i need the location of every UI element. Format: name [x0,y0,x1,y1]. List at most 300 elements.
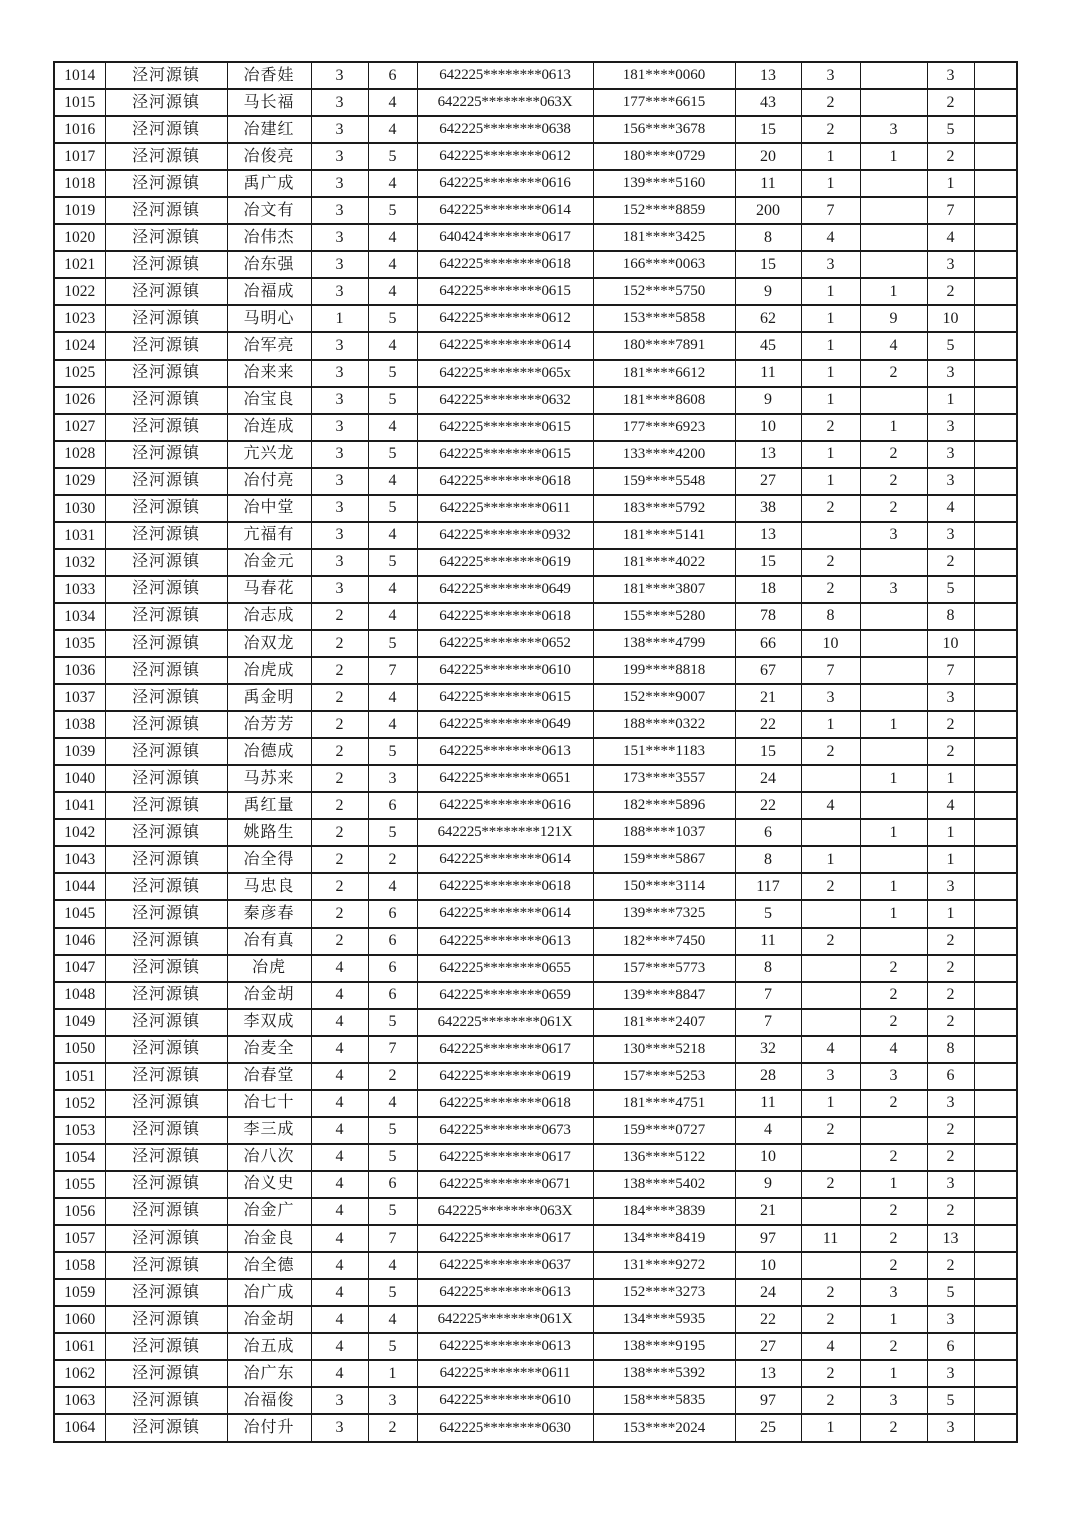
data-table [53,61,1018,1443]
cell-num-e: 1 [860,765,927,792]
cell-masked-id-number: 642225********065x [417,360,593,387]
cell-num-f: 8 [927,603,974,630]
cell-masked-phone: 152****9007 [593,684,735,711]
cell-num-e: 4 [860,1036,927,1063]
cell-num-e: 2 [860,468,927,495]
cell-masked-id-number: 642225********0619 [417,549,593,576]
cell-person-name: 马春花 [227,576,311,603]
cell-seq-number: 1050 [54,1036,105,1063]
cell-num-e [860,738,927,765]
cell-person-name: 冶建红 [227,116,311,143]
cell-num-d: 2 [801,116,860,143]
cell-blank [974,576,1017,603]
table-row [54,387,1017,414]
cell-masked-phone: 181****6612 [593,360,735,387]
cell-num-f: 2 [927,549,974,576]
cell-masked-phone: 151****1183 [593,738,735,765]
cell-num-f: 3 [927,873,974,900]
cell-masked-phone: 173****3557 [593,765,735,792]
cell-masked-phone: 152****3273 [593,1279,735,1306]
cell-num-e: 1 [860,819,927,846]
cell-num-a: 3 [311,495,368,522]
cell-masked-id-number: 642225********0613 [417,1333,593,1360]
cell-masked-id-number: 642225********0616 [417,170,593,197]
cell-num-b: 4 [368,251,417,278]
cell-num-e [860,197,927,224]
table-row [54,630,1017,657]
table-row [54,360,1017,387]
cell-num-a: 3 [311,116,368,143]
cell-masked-phone: 181****5141 [593,522,735,549]
cell-num-b: 5 [368,305,417,332]
cell-num-a: 2 [311,765,368,792]
table-row [54,1090,1017,1117]
cell-person-name: 冶付亮 [227,468,311,495]
cell-num-b: 5 [368,630,417,657]
table-row [54,251,1017,278]
cell-masked-id-number: 642225********0619 [417,1063,593,1090]
cell-masked-id-number: 642225********0651 [417,765,593,792]
cell-town: 泾河源镇 [105,197,227,224]
cell-masked-id-number: 642225********0610 [417,657,593,684]
cell-person-name: 禹红量 [227,792,311,819]
cell-num-e: 2 [860,955,927,982]
cell-num-f: 5 [927,116,974,143]
cell-num-a: 4 [311,1360,368,1387]
cell-seq-number: 1042 [54,819,105,846]
cell-num-e: 2 [860,1252,927,1279]
cell-masked-id-number: 642225********0632 [417,387,593,414]
cell-num-a: 3 [311,1387,368,1414]
table-row [54,955,1017,982]
cell-person-name: 冶金良 [227,1225,311,1252]
cell-masked-id-number: 642225********0613 [417,928,593,955]
table-row [54,143,1017,170]
cell-num-b: 6 [368,792,417,819]
cell-num-a: 3 [311,522,368,549]
cell-num-b: 4 [368,576,417,603]
cell-person-name: 冶金元 [227,549,311,576]
cell-num-d: 2 [801,1306,860,1333]
cell-num-e [860,170,927,197]
cell-seq-number: 1019 [54,197,105,224]
cell-num-a: 3 [311,143,368,170]
cell-masked-id-number: 642225********0655 [417,955,593,982]
cell-num-a: 2 [311,657,368,684]
cell-blank [974,1171,1017,1198]
cell-num-f: 2 [927,738,974,765]
table-row [54,1387,1017,1414]
cell-masked-id-number: 640424********0617 [417,224,593,251]
cell-num-e [860,224,927,251]
cell-person-name: 马长福 [227,89,311,116]
cell-num-b: 4 [368,89,417,116]
cell-num-a: 4 [311,1144,368,1171]
table-row [54,332,1017,359]
cell-num-c: 15 [735,251,801,278]
cell-num-d: 2 [801,89,860,116]
cell-num-a: 3 [311,1414,368,1442]
cell-num-d: 1 [801,360,860,387]
cell-masked-id-number: 642225********0659 [417,982,593,1009]
cell-person-name: 冶福俊 [227,1387,311,1414]
table-row [54,1360,1017,1387]
cell-person-name: 亢兴龙 [227,441,311,468]
cell-num-b: 4 [368,522,417,549]
cell-masked-phone: 181****3425 [593,224,735,251]
cell-num-c: 8 [735,846,801,873]
cell-blank [974,955,1017,982]
table-row [54,792,1017,819]
table-row [54,1252,1017,1279]
cell-num-a: 3 [311,278,368,305]
cell-blank [974,332,1017,359]
cell-town: 泾河源镇 [105,819,227,846]
cell-num-f: 3 [927,414,974,441]
cell-num-d: 1 [801,468,860,495]
cell-num-e [860,89,927,116]
cell-blank [974,495,1017,522]
cell-num-f: 1 [927,387,974,414]
cell-person-name: 冶广成 [227,1279,311,1306]
cell-num-c: 9 [735,1171,801,1198]
cell-seq-number: 1027 [54,414,105,441]
cell-masked-id-number: 642225********063X [417,1198,593,1225]
cell-num-b: 3 [368,765,417,792]
cell-num-e [860,549,927,576]
cell-town: 泾河源镇 [105,928,227,955]
cell-num-a: 4 [311,1198,368,1225]
cell-blank [974,224,1017,251]
table-row [54,89,1017,116]
cell-seq-number: 1037 [54,684,105,711]
cell-masked-phone: 157****5253 [593,1063,735,1090]
cell-num-c: 13 [735,1360,801,1387]
cell-person-name: 冶五成 [227,1333,311,1360]
cell-num-d: 2 [801,495,860,522]
cell-num-b: 2 [368,846,417,873]
cell-blank [974,819,1017,846]
cell-num-b: 7 [368,1036,417,1063]
cell-seq-number: 1054 [54,1144,105,1171]
cell-num-f: 3 [927,1171,974,1198]
table-row [54,603,1017,630]
cell-person-name: 冶广东 [227,1360,311,1387]
cell-person-name: 冶来来 [227,360,311,387]
cell-town: 泾河源镇 [105,1009,227,1036]
cell-num-f: 3 [927,1414,974,1442]
cell-town: 泾河源镇 [105,1252,227,1279]
cell-seq-number: 1051 [54,1063,105,1090]
cell-num-c: 13 [735,62,801,89]
cell-num-a: 3 [311,62,368,89]
cell-masked-phone: 152****5750 [593,278,735,305]
cell-num-d [801,955,860,982]
cell-seq-number: 1060 [54,1306,105,1333]
cell-num-d [801,522,860,549]
cell-town: 泾河源镇 [105,251,227,278]
cell-num-d: 7 [801,197,860,224]
cell-num-c: 18 [735,576,801,603]
cell-masked-id-number: 642225********0649 [417,576,593,603]
cell-num-d [801,1144,860,1171]
cell-num-b: 5 [368,1279,417,1306]
cell-blank [974,89,1017,116]
cell-num-d [801,1252,860,1279]
cell-num-d: 2 [801,738,860,765]
cell-num-c: 13 [735,522,801,549]
cell-num-a: 3 [311,360,368,387]
cell-seq-number: 1061 [54,1333,105,1360]
cell-num-a: 1 [311,305,368,332]
cell-num-a: 2 [311,630,368,657]
cell-masked-phone: 188****1037 [593,819,735,846]
cell-num-a: 3 [311,441,368,468]
cell-masked-id-number: 642225********0613 [417,1279,593,1306]
cell-seq-number: 1057 [54,1225,105,1252]
cell-num-b: 6 [368,982,417,1009]
cell-person-name: 冶金广 [227,1198,311,1225]
cell-num-d: 3 [801,684,860,711]
cell-masked-phone: 134****8419 [593,1225,735,1252]
cell-num-e: 9 [860,305,927,332]
cell-num-b: 4 [368,1306,417,1333]
cell-blank [974,170,1017,197]
cell-masked-id-number: 642225********0671 [417,1171,593,1198]
cell-num-a: 4 [311,1171,368,1198]
table-row [54,684,1017,711]
cell-num-b: 4 [368,1090,417,1117]
cell-num-a: 4 [311,1036,368,1063]
cell-num-a: 2 [311,819,368,846]
cell-masked-phone: 182****5896 [593,792,735,819]
cell-blank [974,1009,1017,1036]
cell-num-e: 3 [860,522,927,549]
cell-num-b: 4 [368,684,417,711]
cell-num-e [860,846,927,873]
cell-num-f: 2 [927,955,974,982]
cell-masked-phone: 184****3839 [593,1198,735,1225]
table-row [54,576,1017,603]
cell-num-a: 4 [311,1090,368,1117]
cell-num-b: 3 [368,1387,417,1414]
cell-person-name: 冶虎成 [227,657,311,684]
cell-masked-phone: 181****8608 [593,387,735,414]
cell-num-b: 6 [368,955,417,982]
cell-num-c: 97 [735,1225,801,1252]
cell-person-name: 冶春堂 [227,1063,311,1090]
cell-blank [974,360,1017,387]
cell-num-a: 2 [311,684,368,711]
cell-person-name: 冶俊亮 [227,143,311,170]
cell-person-name: 冶金胡 [227,982,311,1009]
cell-num-b: 7 [368,657,417,684]
cell-num-c: 22 [735,1306,801,1333]
cell-num-c: 10 [735,1252,801,1279]
cell-num-d: 2 [801,928,860,955]
cell-num-f: 1 [927,765,974,792]
cell-num-c: 7 [735,982,801,1009]
cell-num-a: 4 [311,1306,368,1333]
table-row [54,495,1017,522]
cell-num-d: 2 [801,1387,860,1414]
cell-town: 泾河源镇 [105,1171,227,1198]
cell-num-e: 2 [860,441,927,468]
cell-num-a: 4 [311,1225,368,1252]
table-row [54,711,1017,738]
cell-num-a: 3 [311,251,368,278]
cell-num-f: 2 [927,143,974,170]
cell-num-a: 4 [311,1252,368,1279]
cell-num-d [801,982,860,1009]
cell-num-a: 2 [311,846,368,873]
cell-person-name: 冶八次 [227,1144,311,1171]
cell-num-c: 66 [735,630,801,657]
cell-masked-phone: 183****5792 [593,495,735,522]
cell-person-name: 冶香娃 [227,62,311,89]
cell-num-b: 6 [368,62,417,89]
table-row [54,1144,1017,1171]
table-row [54,1063,1017,1090]
cell-masked-id-number: 642225********0614 [417,332,593,359]
cell-num-a: 4 [311,1117,368,1144]
cell-masked-id-number: 642225********0612 [417,305,593,332]
cell-masked-phone: 181****4751 [593,1090,735,1117]
cell-seq-number: 1029 [54,468,105,495]
cell-masked-phone: 138****5402 [593,1171,735,1198]
cell-num-a: 4 [311,982,368,1009]
cell-num-d [801,900,860,927]
cell-masked-id-number: 642225********0618 [417,251,593,278]
cell-person-name: 冶双龙 [227,630,311,657]
cell-masked-phone: 153****2024 [593,1414,735,1442]
cell-num-d: 2 [801,873,860,900]
cell-town: 泾河源镇 [105,360,227,387]
cell-person-name: 禹广成 [227,170,311,197]
cell-blank [974,1225,1017,1252]
cell-masked-id-number: 642225********0618 [417,1090,593,1117]
cell-masked-id-number: 642225********0614 [417,846,593,873]
table-row [54,468,1017,495]
cell-seq-number: 1056 [54,1198,105,1225]
cell-blank [974,414,1017,441]
table-row [54,1225,1017,1252]
cell-town: 泾河源镇 [105,657,227,684]
cell-blank [974,1252,1017,1279]
cell-num-d: 4 [801,224,860,251]
cell-num-c: 200 [735,197,801,224]
cell-masked-id-number: 642225********0614 [417,197,593,224]
cell-masked-id-number: 642225********0613 [417,738,593,765]
cell-num-e [860,630,927,657]
cell-person-name: 李双成 [227,1009,311,1036]
cell-person-name: 冶文有 [227,197,311,224]
cell-masked-id-number: 642225********0618 [417,603,593,630]
cell-town: 泾河源镇 [105,1306,227,1333]
cell-seq-number: 1048 [54,982,105,1009]
cell-person-name: 禹金明 [227,684,311,711]
cell-blank [974,278,1017,305]
cell-blank [974,603,1017,630]
cell-blank [974,928,1017,955]
cell-masked-id-number: 642225********0612 [417,143,593,170]
cell-num-a: 2 [311,711,368,738]
cell-num-e [860,251,927,278]
cell-masked-phone: 139****5160 [593,170,735,197]
cell-num-c: 78 [735,603,801,630]
table-row [54,441,1017,468]
cell-num-c: 10 [735,414,801,441]
cell-masked-id-number: 642225********063X [417,89,593,116]
cell-town: 泾河源镇 [105,1279,227,1306]
cell-num-e: 2 [860,1414,927,1442]
table-row [54,928,1017,955]
cell-masked-phone: 150****3114 [593,873,735,900]
cell-num-f: 4 [927,495,974,522]
cell-blank [974,1387,1017,1414]
cell-seq-number: 1026 [54,387,105,414]
cell-num-d: 2 [801,1117,860,1144]
cell-person-name: 冶金胡 [227,1306,311,1333]
cell-num-f: 5 [927,576,974,603]
cell-town: 泾河源镇 [105,549,227,576]
cell-person-name: 冶志成 [227,603,311,630]
cell-person-name: 冶虎 [227,955,311,982]
cell-num-f: 3 [927,468,974,495]
cell-seq-number: 1046 [54,928,105,955]
cell-num-b: 4 [368,414,417,441]
cell-person-name: 冶中堂 [227,495,311,522]
cell-seq-number: 1047 [54,955,105,982]
cell-num-b: 5 [368,1333,417,1360]
cell-num-c: 21 [735,1198,801,1225]
cell-person-name: 马苏来 [227,765,311,792]
cell-num-c: 24 [735,765,801,792]
cell-masked-id-number: 642225********0615 [417,441,593,468]
cell-num-f: 1 [927,170,974,197]
cell-seq-number: 1040 [54,765,105,792]
cell-person-name: 冶福成 [227,278,311,305]
cell-seq-number: 1033 [54,576,105,603]
cell-town: 泾河源镇 [105,468,227,495]
cell-num-c: 97 [735,1387,801,1414]
cell-blank [974,982,1017,1009]
cell-masked-id-number: 642225********061X [417,1009,593,1036]
cell-town: 泾河源镇 [105,1198,227,1225]
cell-blank [974,657,1017,684]
cell-masked-id-number: 642225********0616 [417,792,593,819]
table-row [54,305,1017,332]
cell-num-b: 7 [368,1225,417,1252]
cell-masked-id-number: 642225********0615 [417,278,593,305]
cell-masked-phone: 156****3678 [593,116,735,143]
cell-num-a: 3 [311,224,368,251]
cell-num-c: 117 [735,873,801,900]
cell-num-b: 4 [368,116,417,143]
cell-masked-phone: 180****0729 [593,143,735,170]
cell-blank [974,1198,1017,1225]
table-row [54,765,1017,792]
cell-blank [974,684,1017,711]
cell-num-c: 4 [735,1117,801,1144]
cell-seq-number: 1028 [54,441,105,468]
cell-num-b: 5 [368,387,417,414]
cell-masked-phone: 131****9272 [593,1252,735,1279]
cell-num-b: 5 [368,495,417,522]
cell-num-d: 1 [801,1414,860,1442]
cell-blank [974,873,1017,900]
cell-seq-number: 1024 [54,332,105,359]
